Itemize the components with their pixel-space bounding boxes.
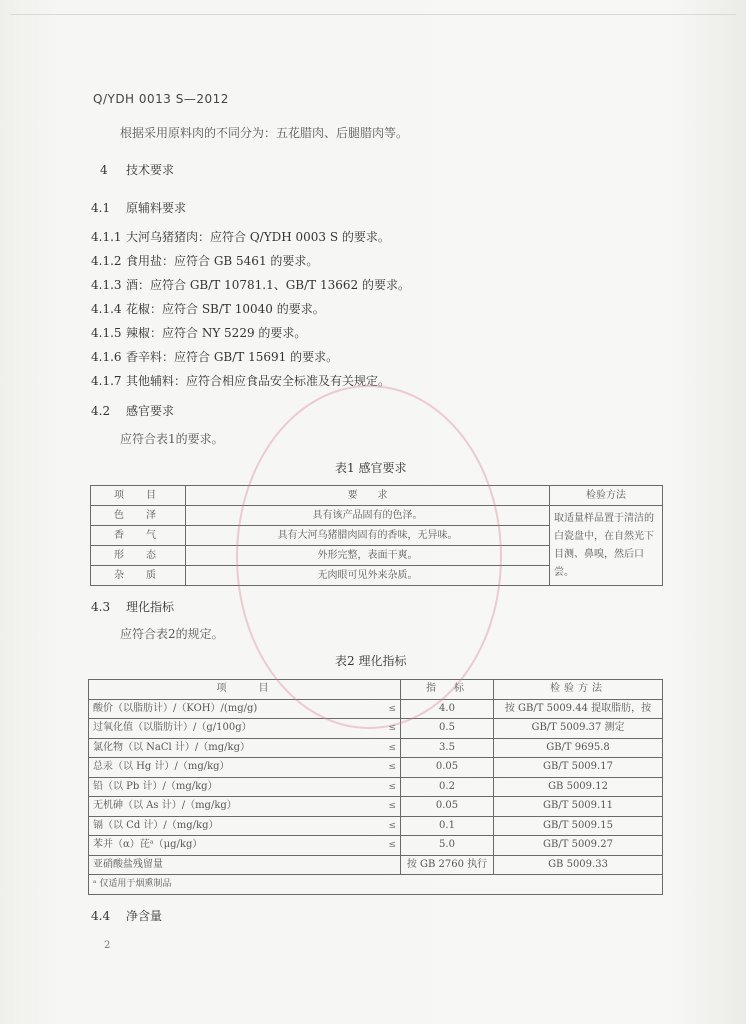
- method-cell: 按 GB/T 5009.44 提取脂肪，按: [494, 699, 663, 719]
- clause-text: 花椒：应符合 SB/T 10040 的要求。: [126, 302, 325, 316]
- clause-number: 4.1.6: [91, 350, 122, 364]
- table-row: [89, 797, 663, 817]
- section-4-3-heading: [91, 598, 174, 615]
- value-cell: 0.05: [401, 797, 494, 817]
- value-cell: 0.05: [401, 758, 494, 778]
- table-header-row: [89, 680, 663, 700]
- clause-4-1-6: [91, 348, 338, 365]
- clause-text: 食用盐：应符合 GB 5461 的要求。: [126, 254, 319, 268]
- section-4-3-note: 应符合表2的规定。: [120, 627, 224, 641]
- item-cell: 形 态: [91, 546, 186, 566]
- item-cell: 香 气: [91, 526, 186, 546]
- item-cell: [89, 855, 401, 875]
- item-cell: [89, 758, 401, 778]
- page-number: 2: [104, 940, 111, 951]
- value-cell: 3.5: [401, 738, 494, 758]
- section-number: 4.4: [91, 909, 111, 923]
- method-cell: GB/T 5009.17: [494, 758, 663, 778]
- method-cell: GB/T 5009.11: [494, 797, 663, 817]
- clause-text: 大河乌猪猪肉：应符合 Q/YDH 0003 S 的要求。: [126, 230, 390, 244]
- section-4-2-note: 应符合表1的要求。: [120, 432, 224, 446]
- table-row: [89, 816, 663, 836]
- clause-text: 其他辅料：应符合相应食品安全标准及有关规定。: [126, 374, 391, 388]
- method-cell: GB 5009.33: [494, 855, 663, 875]
- item-cell: [89, 797, 401, 817]
- table-row: [89, 758, 663, 778]
- item-cell: [89, 699, 401, 719]
- intro-paragraph: 根据采用原料肉的不同分为：五花腊肉、后腿腊肉等。: [120, 126, 409, 140]
- le-symbol: ≤: [388, 801, 396, 811]
- item-label: 氯化物（以 NaCl 计）/（mg/kg）: [93, 741, 251, 753]
- clause-4-1-7: [91, 372, 390, 389]
- section-4-heading: [100, 161, 174, 178]
- value-cell: 0.5: [401, 719, 494, 739]
- physicochemical-indicators-table: [88, 679, 663, 895]
- clause-number: 4.1.1: [91, 230, 122, 244]
- le-symbol: ≤: [388, 781, 396, 792]
- value-cell: 0.2: [401, 777, 494, 797]
- clause-number: 4.1.2: [91, 254, 122, 268]
- section-4-4-heading: [91, 907, 162, 924]
- clause-4-1-5: [91, 324, 306, 341]
- clause-4-1-4: [91, 300, 325, 317]
- table-footnote-row: [89, 875, 663, 895]
- requirement-cell: 具有该产品固有的色泽。: [186, 506, 550, 526]
- value-cell: 0.1: [401, 816, 494, 836]
- section-title: 技术要求: [126, 163, 175, 177]
- item-cell: 色 泽: [91, 506, 186, 526]
- value-cell: 5.0: [401, 836, 494, 856]
- section-title: 理化指标: [126, 600, 175, 614]
- item-cell: [89, 738, 401, 758]
- table-row: [89, 738, 663, 758]
- clause-4-1-3: [91, 276, 410, 293]
- item-label: 酸价（以脂肪计）/（KOH）/(mg/g): [93, 702, 258, 714]
- le-symbol: ≤: [388, 820, 396, 831]
- item-cell: 杂 质: [91, 566, 186, 586]
- column-header: 项 目: [91, 486, 186, 506]
- table2-caption: 表2 理化指标: [335, 654, 407, 668]
- section-title: 原辅料要求: [126, 201, 187, 215]
- table-row: [91, 506, 663, 526]
- item-cell: [89, 777, 401, 797]
- requirement-cell: 具有大河乌猪腊肉固有的香味，无异味。: [186, 526, 550, 546]
- section-title: 净含量: [126, 909, 163, 923]
- requirement-cell: 无肉眼可见外来杂质。: [186, 566, 550, 586]
- item-label: 亚硝酸盐残留量: [93, 858, 163, 870]
- clause-text: 酒：应符合 GB/T 10781.1、GB/T 13662 的要求。: [126, 278, 410, 292]
- clause-4-1-1: [91, 228, 390, 245]
- section-number: 4.3: [91, 600, 111, 614]
- le-symbol: ≤: [388, 742, 396, 753]
- item-label: 总汞（以 Hg 计）/（mg/kg）: [93, 761, 230, 772]
- item-cell: [89, 836, 401, 856]
- section-number: 4.2: [91, 404, 111, 418]
- table-header-row: [91, 486, 663, 506]
- le-symbol: ≤: [388, 703, 396, 714]
- column-header: 检验方法: [550, 486, 663, 506]
- clause-number: 4.1.3: [91, 278, 122, 292]
- section-4-1-heading: [91, 199, 186, 216]
- clause-4-1-2: [91, 252, 318, 269]
- clause-number: 4.1.5: [91, 326, 122, 340]
- item-label: 镉（以 Cd 计）/（mg/kg）: [93, 819, 219, 831]
- requirement-cell: 外形完整，表面干爽。: [186, 546, 550, 566]
- table-row: [89, 836, 663, 856]
- clause-text: 香辛料：应符合 GB/T 15691 的要求。: [126, 350, 339, 364]
- method-cell: GB/T 9695.8: [494, 738, 663, 758]
- column-header: 项 目: [89, 680, 401, 700]
- top-rule: [10, 14, 736, 15]
- column-header: 要 求: [186, 486, 550, 506]
- clause-text: 辣椒：应符合 NY 5229 的要求。: [126, 326, 307, 340]
- method-cell: GB/T 5009.15: [494, 816, 663, 836]
- table-row: [89, 699, 663, 719]
- section-number: 4.1: [91, 201, 111, 215]
- column-header: 检验方法: [494, 680, 663, 700]
- document-number: Q/YDH 0013 S—2012: [93, 92, 229, 106]
- table-row: [89, 777, 663, 797]
- value-cell: 4.0: [401, 699, 494, 719]
- value-cell: 按 GB 2760 执行: [401, 855, 494, 875]
- method-cell: 取适量样品置于清洁的白瓷盘中，在自然光下目测、鼻嗅，然后口尝。: [550, 506, 663, 586]
- table-row: [89, 855, 663, 875]
- column-header: 指 标: [401, 680, 494, 700]
- le-symbol: ≤: [388, 723, 396, 733]
- table-row: [89, 719, 663, 739]
- table-footnote: ᵃ 仅适用于烟熏制品: [89, 875, 663, 895]
- clause-number: 4.1.4: [91, 302, 122, 316]
- item-cell: [89, 816, 401, 836]
- method-cell: GB/T 5009.27: [494, 836, 663, 856]
- method-cell: GB 5009.12: [494, 777, 663, 797]
- le-symbol: ≤: [388, 762, 396, 772]
- method-cell: GB/T 5009.37 测定: [494, 719, 663, 739]
- item-label: 过氧化值（以脂肪计）/（g/100g）: [93, 722, 252, 733]
- section-4-2-heading: [91, 402, 174, 419]
- item-label: 铅（以 Pb 计）/（mg/kg）: [93, 780, 218, 792]
- clause-number: 4.1.7: [91, 374, 122, 388]
- section-number: 4: [100, 163, 108, 177]
- le-symbol: ≤: [388, 840, 396, 850]
- item-label: 苯并（α）芘ᵃ（μg/kg）: [93, 839, 203, 850]
- item-label: 无机砷（以 As 计）/（mg/kg）: [93, 800, 237, 811]
- item-cell: [89, 719, 401, 739]
- sensory-requirements-table: [90, 485, 663, 586]
- table1-caption: 表1 感官要求: [335, 461, 407, 475]
- section-title: 感官要求: [126, 404, 175, 418]
